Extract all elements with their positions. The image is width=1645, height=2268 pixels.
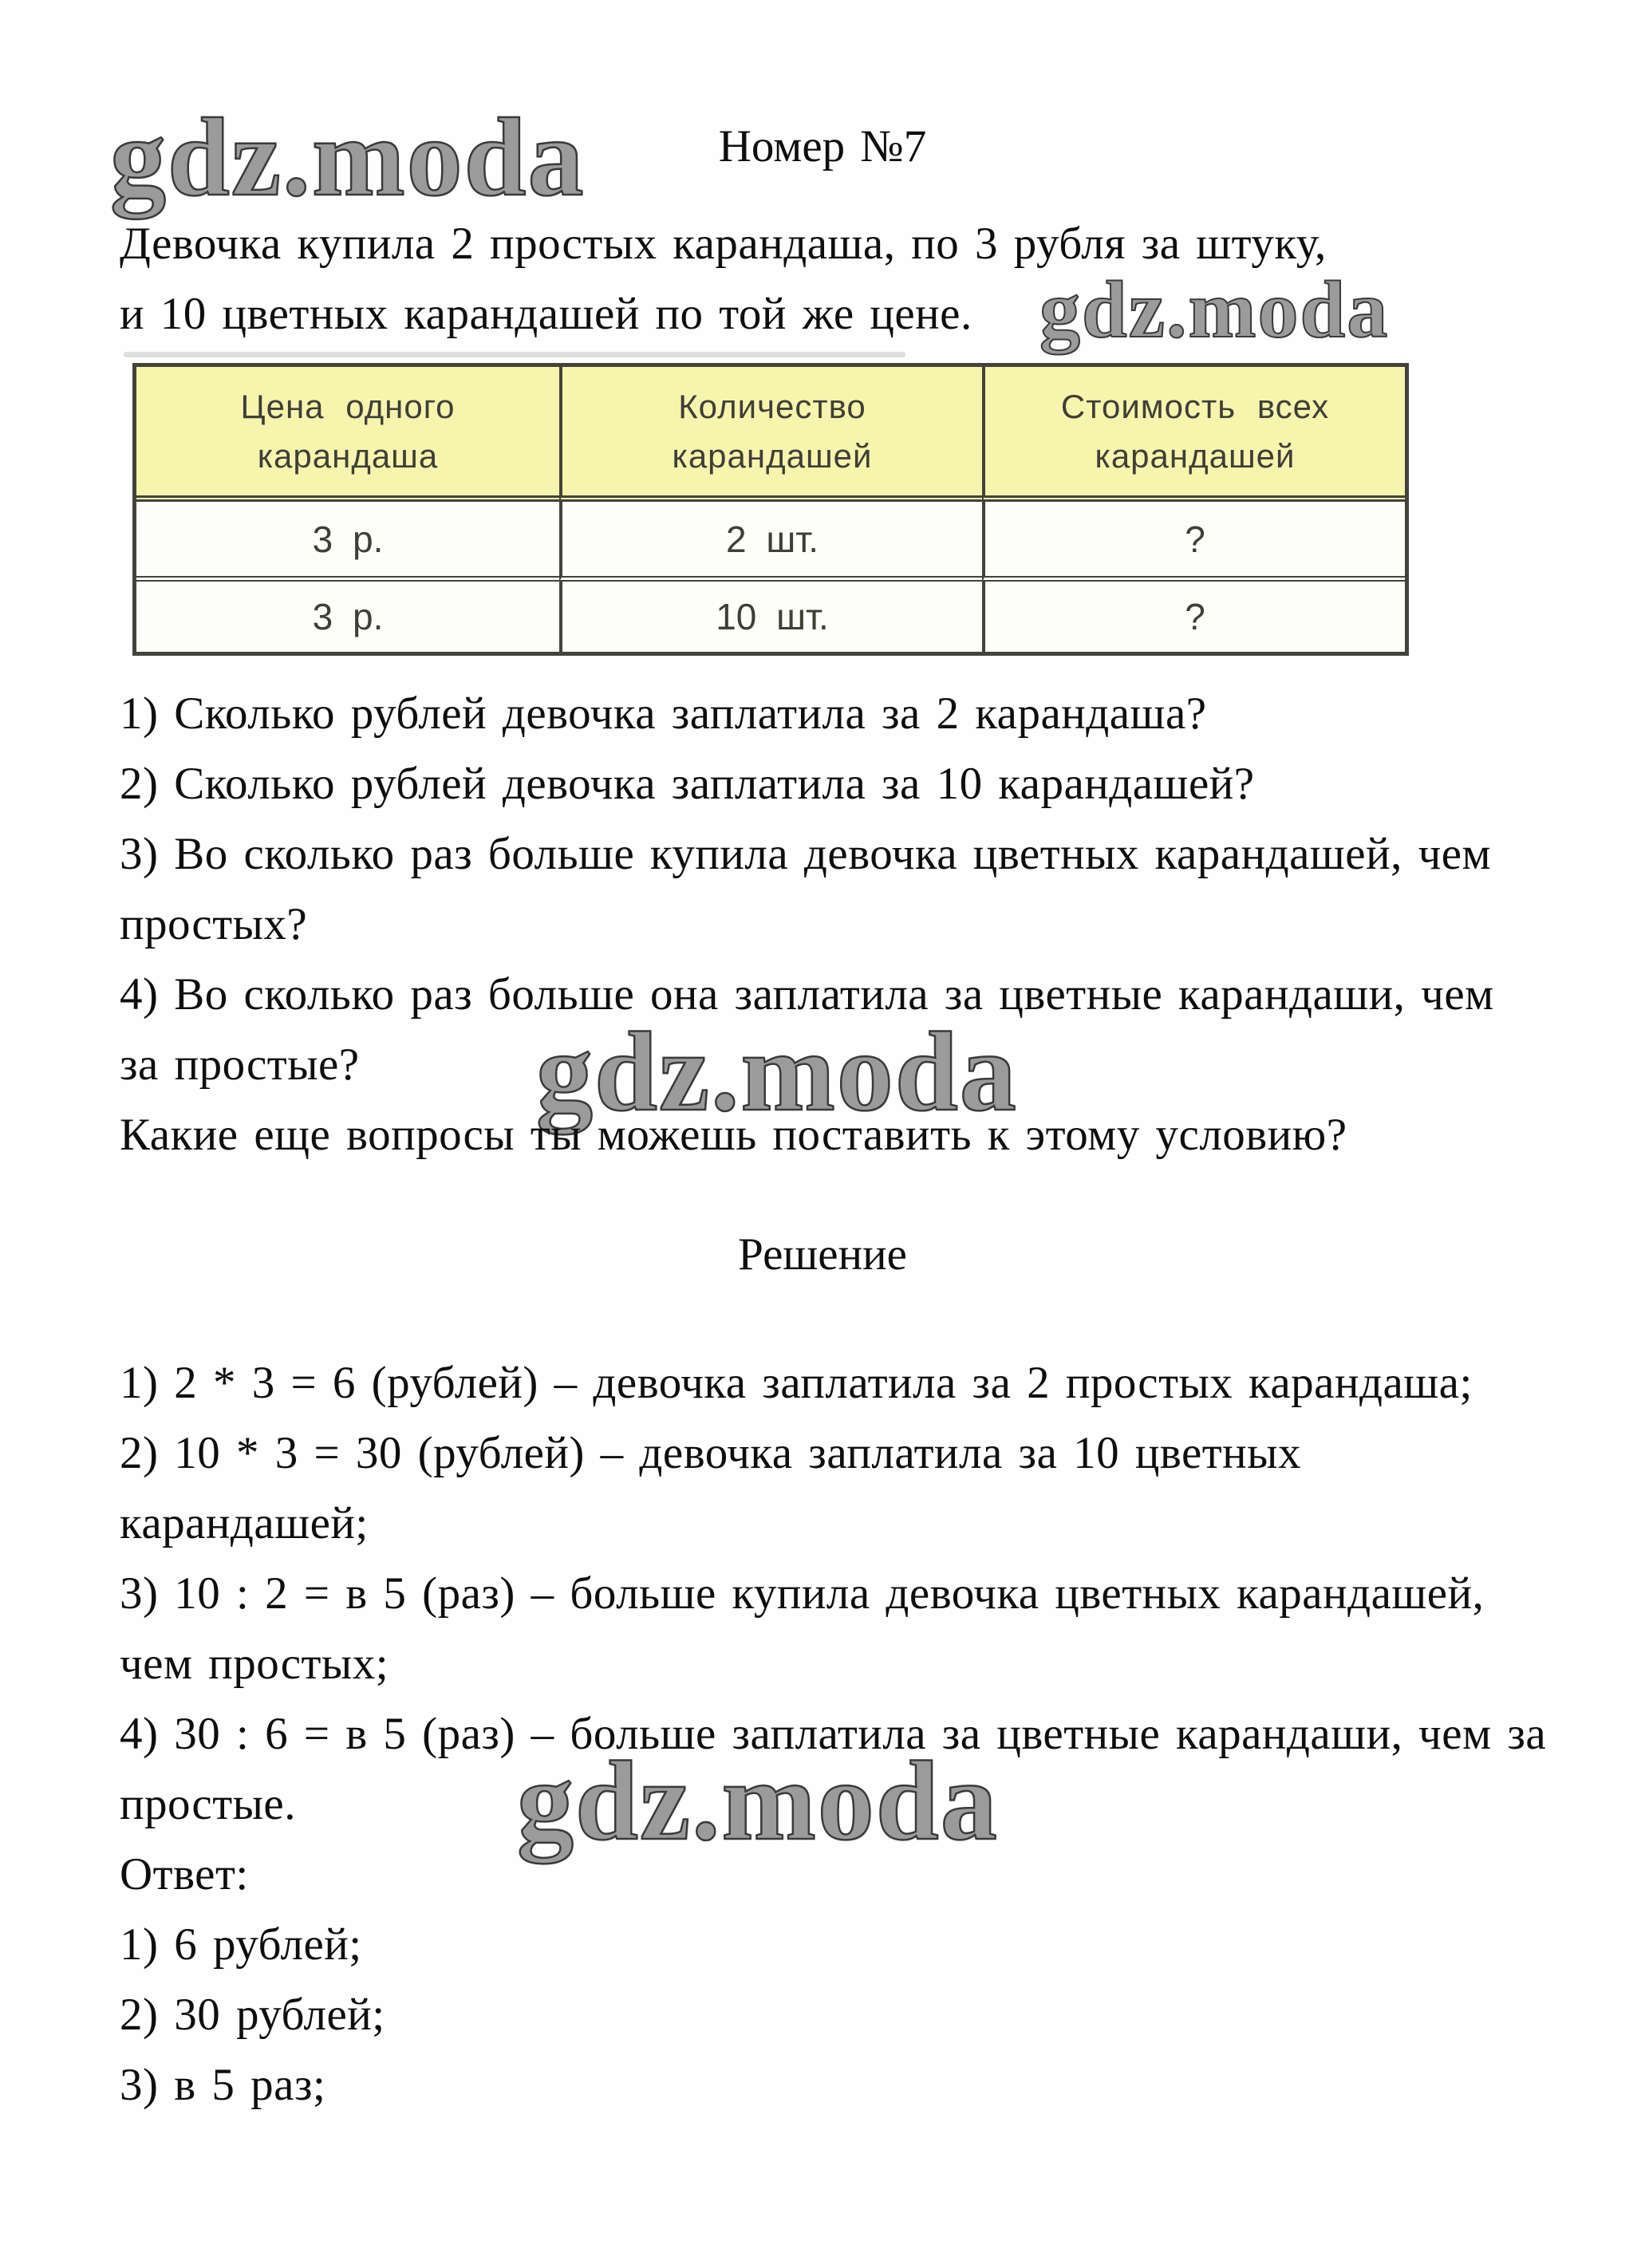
table-cell: 3 р. [136,502,559,582]
table-cell: ? [982,582,1405,652]
solution-heading: Решение [738,1229,907,1280]
question-line: 4) Во сколько раз больше она заплатила за цветные карандаши, чем [120,969,1494,1020]
answer-label: Ответ: [120,1849,249,1899]
table-header-price [136,367,559,502]
table-cell: 10 шт. [559,582,982,652]
question-line: 2) Сколько рублей девочка заплатила за 10 карандашей? [120,759,1255,809]
solution-line: 2) 10 * 3 = 30 (рублей) – девочка заплатила за 10 цветных [120,1428,1301,1478]
pencil-table [132,363,1409,656]
table-header-line: Стоимость всех [1060,387,1330,425]
solution-line: 4) 30 : 6 = в 5 (раз) – больше заплатила за цветные карандаши, чем за [120,1709,1547,1759]
problem-statement [120,209,1613,355]
solution-line: чем простых; [120,1639,389,1689]
table-cell: 3 р. [312,596,384,637]
watermark-gdz-moda-top-left: gdz.moda [110,96,586,219]
question-line: 1) Сколько рублей девочка заплатила за 2 карандаша? [120,688,1207,739]
solution-line: карандашей; [120,1498,369,1548]
solution-line: простые. [120,1779,296,1829]
page-title: Номер №7 [718,121,927,172]
table-header-line: карандаша [257,436,439,475]
problem-line: Девочка купила 2 простых карандаша, по 3 рубля за штуку, [120,219,1327,269]
answer-block [120,1840,1613,2120]
table-header-line: Количество [678,387,866,425]
answer-line: 1) 6 рублей; [120,1919,362,1970]
question-line: 3) Во сколько раз больше купила девочка цветных карандашей, чем [120,829,1492,879]
table-header-line: карандашей [1095,436,1296,475]
watermark-gdz-moda-right: gdz.moda [1039,265,1390,355]
answer-line: 3) в 5 раз; [120,2060,326,2110]
table-header-line: карандашей [672,436,873,475]
solution-line: 1) 2 * 3 = 6 (рублей) – девочка заплатила за 2 простых карандаша; [120,1358,1473,1408]
scan-artifact [124,352,905,357]
answer-line: 2) 30 рублей; [120,1990,385,2040]
questions-block [120,679,1613,1170]
question-line: простых? [120,899,308,949]
table-header-cost [982,367,1405,502]
watermark-gdz-moda-middle: gdz.moda [536,1008,1018,1134]
table-header-line: Цена одного [240,387,456,425]
table-header-quantity [559,367,982,502]
table-cell: ? [982,502,1405,582]
solution-block [120,1348,1613,1840]
problem-line: и 10 цветных карандашей по той же цене. [120,289,972,339]
question-line: Какие еще вопросы ты можешь поставить к этому условию? [120,1110,1347,1160]
watermark-gdz-moda-bottom: gdz.moda [517,1737,999,1864]
table-cell: 2 шт. [559,502,982,582]
solution-line: 3) 10 : 2 = в 5 (раз) – больше купила девочка цветных карандашей, [120,1568,1485,1619]
question-line: за простые? [120,1039,360,1090]
